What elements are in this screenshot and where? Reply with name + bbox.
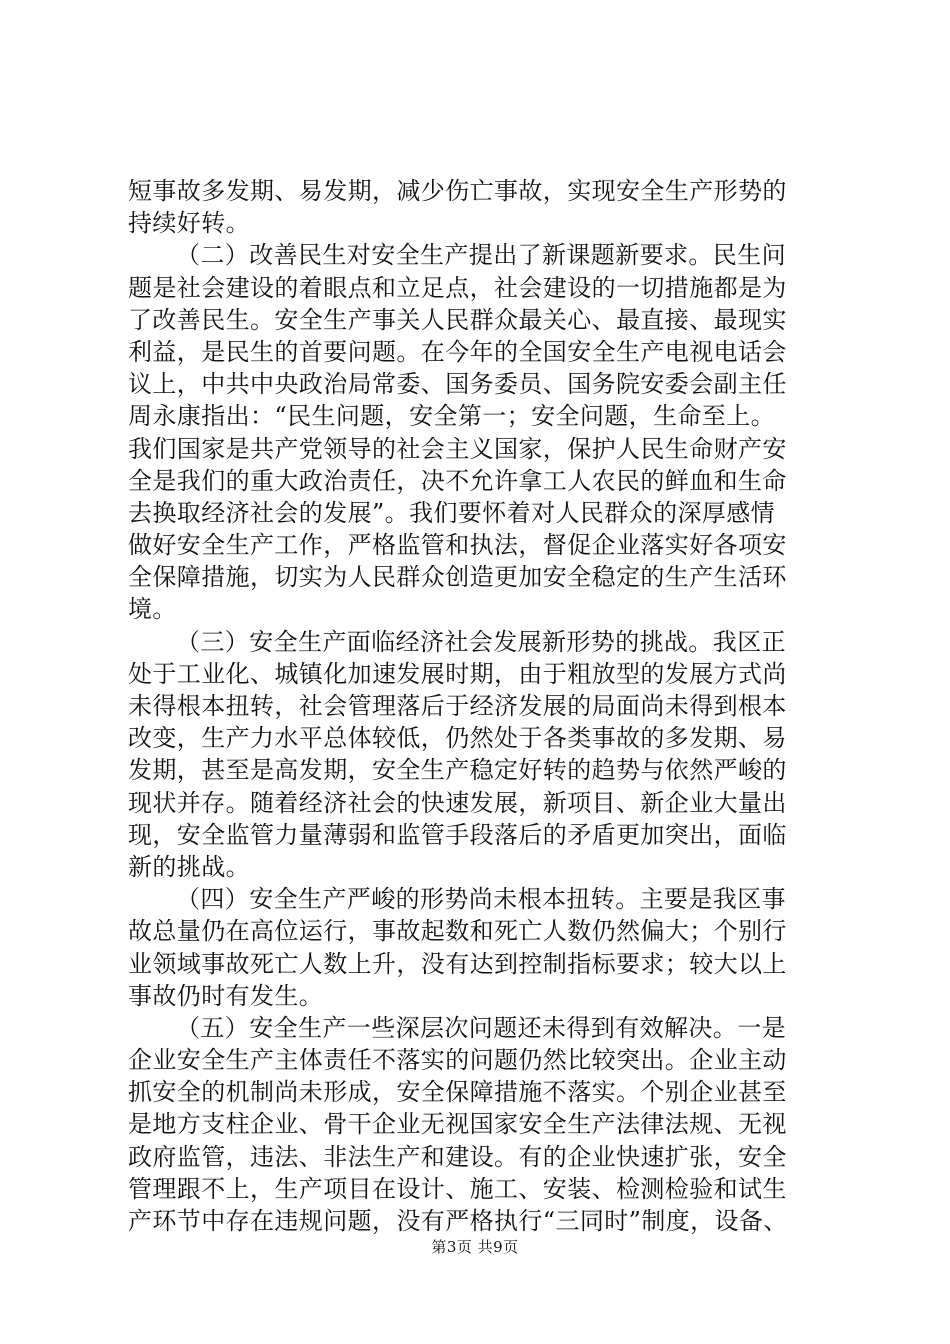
text-line: 发期，甚至是高发期，安全生产稳定好转的趋势与依然严峻的 xyxy=(128,756,787,785)
text-line: 故总量仍在高位运行，事故起数和死亡人数仍然偏大；个别行 xyxy=(128,917,787,946)
text-line: 政府监管，违法、非法生产和建设。有的企业快速扩张，安全 xyxy=(128,1142,787,1171)
text-line: 了改善民生。安全生产事关人民群众最关心、最直接、最现实 xyxy=(128,305,787,334)
text-line: 议上，中共中央政治局常委、国务委员、国务院安委会副主任 xyxy=(128,370,787,399)
text-line: 周永康指出：“民生问题，安全第一；安全问题，生命至上。 xyxy=(128,402,776,431)
text-line: 改变，生产力水平总体较低，仍然处于各类事故的多发期、易 xyxy=(128,724,787,753)
text-line: 管理跟不上，生产项目在设计、施工、安装、检测检验和试生 xyxy=(128,1174,787,1203)
text-line: 企业安全生产主体责任不落实的问题仍然比较突出。企业主动 xyxy=(128,1046,787,1075)
text-line: 短事故多发期、易发期，减少伤亡事故，实现安全生产形势的 xyxy=(128,177,787,205)
paragraph-first-line: （三）安全生产面临经济社会发展新形势的挑战。我区正 xyxy=(176,627,786,656)
text-line: 未得根本扭转，社会管理落后于经济发展的局面尚未得到根本 xyxy=(128,692,787,720)
text-line: 业领域事故死亡人数上升，没有达到控制指标要求；较大以上 xyxy=(128,949,787,978)
paragraph-first-line: （五）安全生产一些深层次问题还未得到有效解决。一是 xyxy=(176,1013,786,1042)
text-line: 全保障措施，切实为人民群众创造更加安全稳定的生产生活环 xyxy=(128,563,787,592)
text-line: 抓安全的机制尚未形成，安全保障措施不落实。个别企业甚至 xyxy=(128,1078,787,1107)
text-line: 去换取经济社会的发展”。我们要怀着对人民群众的深厚感情 xyxy=(128,498,776,527)
text-line: 处于工业化、城镇化加速发展时期，由于粗放型的发展方式尚 xyxy=(128,659,787,688)
text-line: 全是我们的重大政治责任，决不允许拿工人农民的鲜血和生命 xyxy=(128,466,787,495)
document-body xyxy=(128,175,828,1237)
text-line: 境。 xyxy=(128,595,177,624)
paragraph-first-line: （二）改善民生对安全生产提出了新课题新要求。民生问 xyxy=(176,241,786,270)
text-line: 是地方支柱企业、骨干企业无视国家安全生产法律法规、无视 xyxy=(128,1110,787,1139)
paragraph-first-line: （四）安全生产严峻的形势尚未根本扭转。主要是我区事 xyxy=(176,885,786,914)
text-line: 现，安全监管力量薄弱和监管手段落后的矛盾更加突出，面临 xyxy=(128,820,787,849)
text-line: 产环节中存在违规问题，没有严格执行“三同时”制度，设备、 xyxy=(128,1207,788,1235)
text-line: 事故仍时有发生。 xyxy=(128,981,324,1010)
text-line: 我们国家是共产党领导的社会主义国家，保护人民生命财产安 xyxy=(128,434,787,463)
text-line: 做好安全生产工作，严格监管和执法，督促企业落实好各项安 xyxy=(128,531,787,560)
text-line: 现状并存。随着经济社会的快速发展，新项目、新企业大量出 xyxy=(128,788,787,817)
text-line: 持续好转。 xyxy=(128,209,250,238)
text-line: 题是社会建设的着眼点和立足点，社会建设的一切措施都是为 xyxy=(128,273,787,302)
text-line: 利益，是民生的首要问题。在今年的全国安全生产电视电话会 xyxy=(128,337,787,366)
page-number-footer: 第3页 共9页 xyxy=(431,1238,519,1256)
text-line: 新的挑战。 xyxy=(128,852,250,881)
